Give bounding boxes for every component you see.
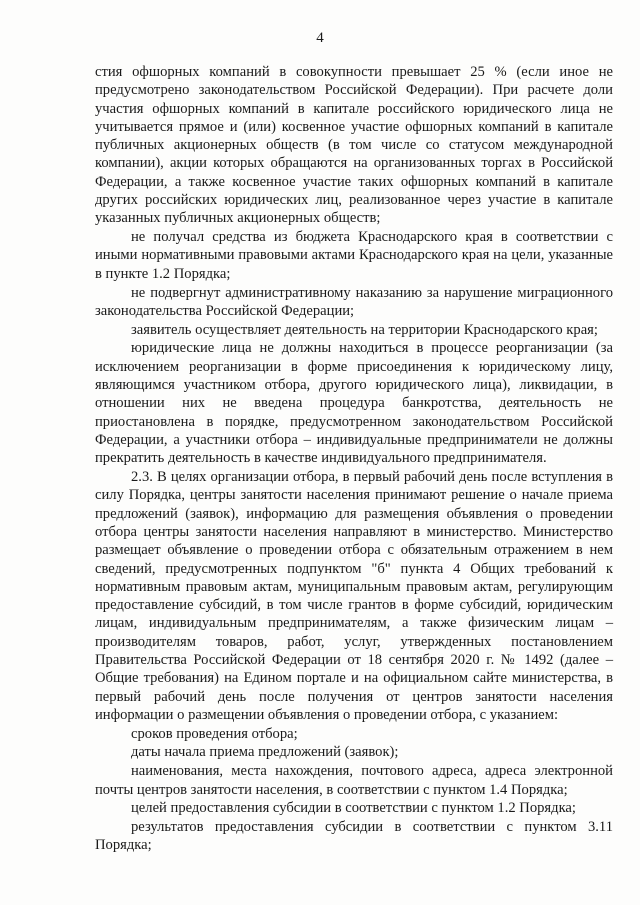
list-item-terms: сроков проведения отбора; [131,725,298,742]
list-item-start-date: даты начала приема предложений (заявок); [131,744,399,761]
paragraph-migration: не подвергнут административному наказанию за нарушение миграционного законодательства Российской Федерации; [95,284,613,319]
paragraph-2-3-selection: 2.3. В целях организации отбора, в первый рабочий день после вступления в силу Порядка, центры занятости населения принимают решение о начале приема предложений (заявок), информацию для размещения объявления о проведении отбора центры занятости населения направляют в министерство. Министерство размещает объявление о проведении отбора с обязательным отражением в нем сведений, предусмотренных подпунктом "б" пункта 4 Общих требований к нормативным правовым актам, муниципальным правовым актам, регулирующим предоставление субсидий, в том числе грантов в форме субсидий, юридическим лицам, индивидуальным предпринимателям, а также физическим лицам – производителям товаров, работ, услуг, утвержденных постановлением Правительства Российской Федерации от 18 сентября 2020 г. № 1492 (далее – Общие требования) на Едином портале и на официальном сайте министерства, в первый рабочий день после получения от центров занятости населения информации о размещении объявления о проведении отбора, с указанием: [95,469,613,723]
list-item-subsidy-results: результатов предоставления субсидии в соответствии с пунктом 3.11 Порядка; [95,819,613,854]
paragraph-budget-funds: не получал средства из бюджета Краснодарского края в соответствии с иными нормативными правовыми актами Краснодарского края на цели, указанные в пункте 1.2 Порядка; [95,229,613,282]
paragraph-territory: заявитель осуществляет деятельность на территории Краснодарского края; [131,321,598,338]
paragraph-reorganization: юридические лица не должны находиться в процессе реорганизации (за исключением реорганизации в форме присоединения к юридическому лицу, являющимся участником отбора, другого юридического лица), ликвидации, в отношении них не введена процедура банкротства, деятельность не приостановлена в порядке, предусмотренном законодательством Российской Федерации, а участники отбора – индивидуальные предприниматели не должны прекратить деятельность в качестве индивидуального предпринимателя. [95,340,613,467]
document-body [95,63,613,855]
list-item-subsidy-goals: целей предоставления субсидии в соответствии с пунктом 1.2 Порядка; [131,800,576,817]
page-number: 4 [316,30,324,46]
list-item-centers-address: наименования, места нахождения, почтового адреса, адреса электронной почты центров занятости населения, в соответствии с пунктом 1.4 Порядка; [95,763,613,798]
paragraph-offshore-share: стия офшорных компаний в совокупности превышает 25 % (если иное не предусмотрено законодательством Российской Федерации). При расчете доли участия офшорных компаний в капитале российского юридического лица не учитывается прямое и (или) косвенное участие офшорных компаний в капитале публичных акционерных обществ (в том числе со статусом международной компании), акции которых обращаются на организованных торгах в Российской Федерации, а также косвенное участие таких офшорных компаний в капитале других российских юридических лиц, реализованное через участие в капитале указанных публичных акционерных обществ; [95,64,613,227]
